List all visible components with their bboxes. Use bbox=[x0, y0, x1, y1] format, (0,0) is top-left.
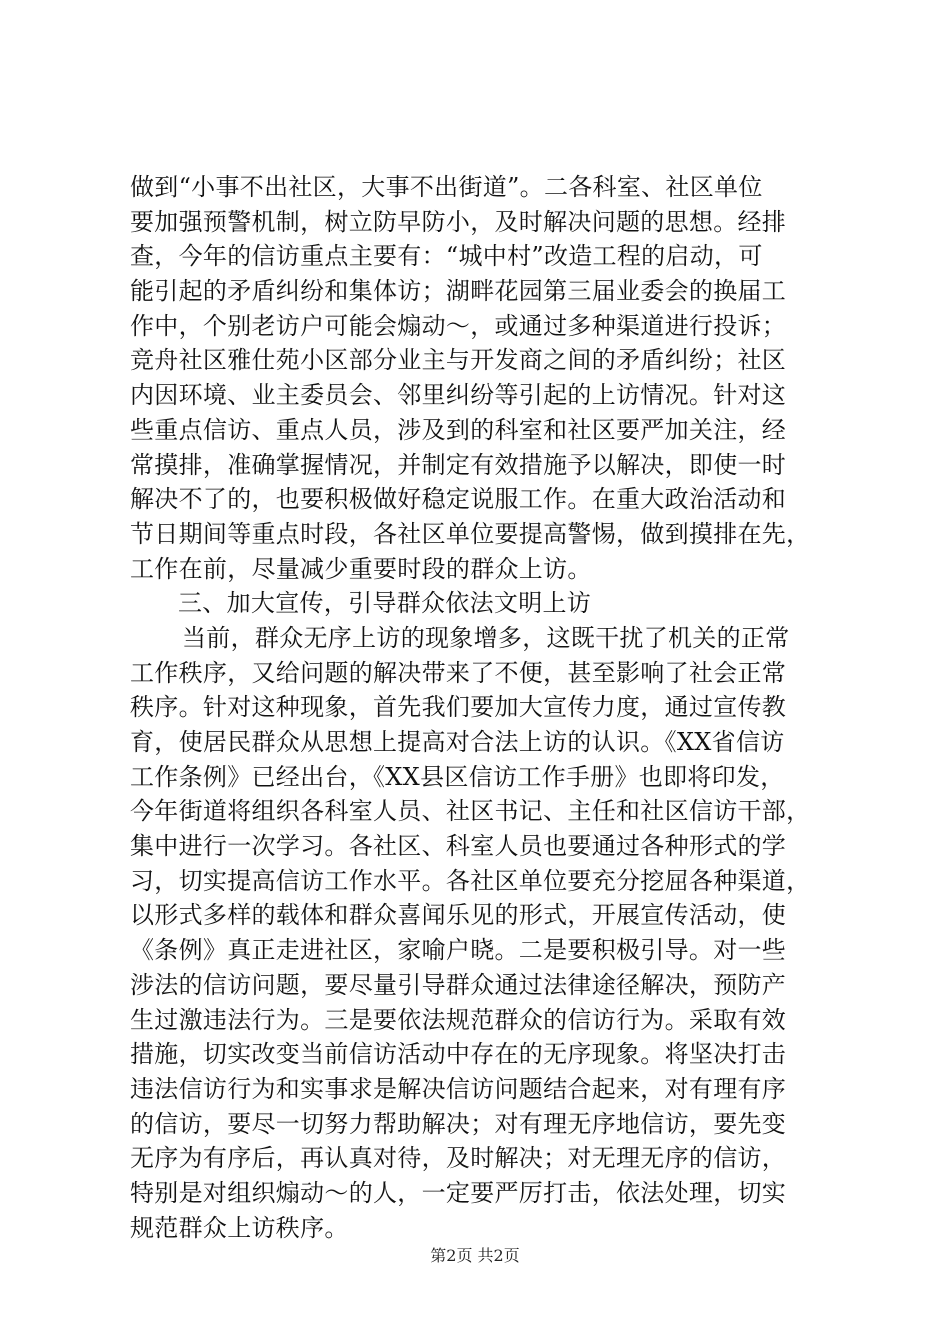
body-line: 《条例》真正走进社区，家喻户晓。二是要积极引导。对一些 bbox=[130, 936, 787, 965]
body-line: 解决不了的，也要积极做好稳定说服工作。在重大政治活动和 bbox=[130, 485, 787, 514]
body-line: 作中，个别老访户可能会煽动～，或通过多种渠道进行投诉； bbox=[130, 311, 787, 340]
body-line: 内因环境、业主委员会、邻里纠纷等引起的上访情况。针对这 bbox=[130, 381, 787, 410]
page-number-footer: 第2页 共2页 bbox=[430, 1246, 520, 1265]
body-line: 常摸排，准确掌握情况，并制定有效措施予以解决，即使一时 bbox=[130, 450, 787, 479]
body-line: 生过激违法行为。三是要依法规范群众的信访行为。采取有效 bbox=[130, 1005, 787, 1034]
body-line: 今年街道将组织各科室人员、社区书记、主任和社区信访干部， bbox=[130, 797, 811, 826]
body-line: 工作条例》已经出台，《XX县区信访工作手册》也即将印发， bbox=[130, 762, 785, 791]
body-line: 以形式多样的载体和群众喜闻乐见的形式，开展宣传活动，使 bbox=[130, 901, 787, 930]
body-line: 秩序。针对这种现象，首先我们要加大宣传力度，通过宣传教 bbox=[130, 693, 787, 722]
body-line: 习，切实提高信访工作水平。各社区单位要充分挖屈各种渠道， bbox=[130, 866, 811, 895]
body-line: 要加强预警机制，树立防早防小，及时解决问题的思想。经排 bbox=[130, 207, 787, 236]
body-line: 做到“小事不出社区，大事不出街道”。二各科室、社区单位 bbox=[130, 173, 763, 201]
body-line: 措施，切实改变当前信访活动中存在的无序现象。将坚决打击 bbox=[130, 1040, 787, 1069]
body-line: 无序为有序后，再认真对待，及时解决；对无理无序的信访， bbox=[130, 1144, 787, 1173]
body-line: 涉法的信访问题，要尽量引导群众通过法律途径解决，预防产 bbox=[130, 970, 787, 999]
paragraph-first-line: 当前，群众无序上访的现象增多，这既干扰了机关的正常 bbox=[182, 623, 790, 652]
body-line: 规范群众上访秩序。 bbox=[130, 1213, 349, 1242]
body-line: 违法信访行为和实事求是解决信访问题结合起来，对有理有序 bbox=[130, 1074, 787, 1103]
body-line: 特别是对组织煽动～的人，一定要严厉打击，依法处理，切实 bbox=[130, 1178, 787, 1207]
body-line: 育，使居民群众从思想上提高对合法上访的认识。《XX省信访 bbox=[130, 728, 785, 756]
body-line: 能引起的矛盾纠纷和集体访；湖畔花园第三届业委会的换届工 bbox=[130, 277, 787, 306]
body-line: 竞舟社区雅仕苑小区部分业主与开发商之间的矛盾纠纷；社区 bbox=[130, 346, 787, 375]
body-line: 节日期间等重点时段，各社区单位要提高警惕，做到摸排在先， bbox=[130, 519, 811, 548]
document-body bbox=[130, 170, 830, 1245]
body-line: 的信访，要尽一切努力帮助解决；对有理无序地信访，要先变 bbox=[130, 1109, 787, 1138]
body-line: 工作秩序，又给问题的解决带来了不便，甚至影响了社会正常 bbox=[130, 658, 787, 687]
body-line: 工作在前，尽量减少重要时段的群众上访。 bbox=[130, 554, 592, 583]
section-heading: 三、加大宣传，引导群众依法文明上访 bbox=[178, 589, 592, 618]
body-line: 查，今年的信访重点主要有：“城中村”改造工程的启动，可 bbox=[130, 242, 763, 271]
body-line: 集中进行一次学习。各社区、科室人员也要通过各种形式的学 bbox=[130, 832, 787, 861]
body-line: 些重点信访、重点人员，涉及到的科室和社区要严加关注，经 bbox=[130, 415, 787, 444]
